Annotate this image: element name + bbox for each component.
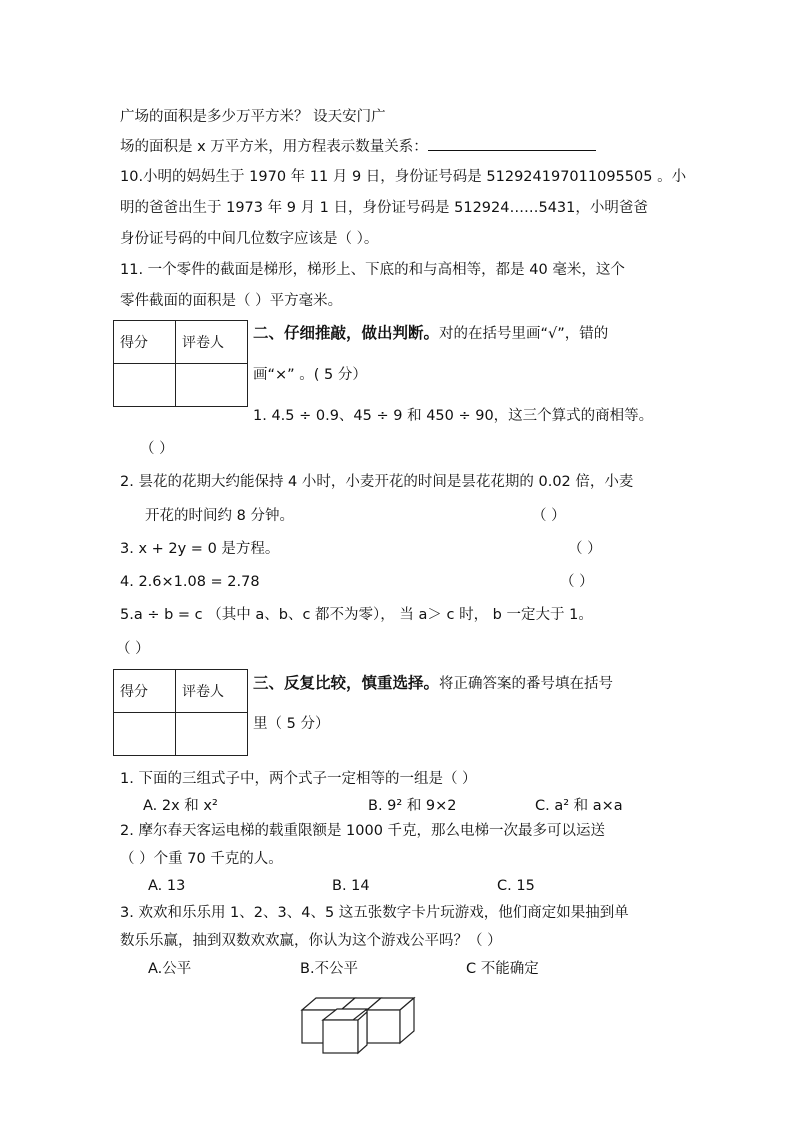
- choice-q2-option-c[interactable]: C. 15: [497, 878, 535, 894]
- judge-item-2-line2: 开花的时间约 8 分钟。: [145, 508, 294, 524]
- choice-q3-line1: 3. 欢欢和乐乐用 1、2、3、4、5 这五张数字卡片玩游戏，他们商定如果抽到单: [120, 905, 629, 921]
- choice-q2-option-b[interactable]: B. 14: [332, 878, 370, 894]
- judge-item-1: 1. 4.5 ÷ 0.9、45 ÷ 9 和 450 ÷ 90，这三个算式的商相等。: [253, 408, 654, 424]
- q11-line1: 11. 一个零件的截面是梯形，梯形上、下底的和与高相等，都是 40 毫米，这个: [120, 262, 625, 278]
- judge-item-4: 4. 2.6×1.08 = 2.78: [120, 574, 260, 590]
- q10-line2: 明的爸爸出生于 1973 年 9 月 1 日，身份证号码是 512924……5431，小明爸爸: [120, 200, 648, 216]
- section2-instruction: 对的在括号里画“√”，错的: [439, 326, 609, 342]
- judge-item-5-paren[interactable]: （ ）: [116, 641, 150, 657]
- choice-q2-line1: 2. 摩尔春天客运电梯的载重限额是 1000 千克，那么电梯一次最多可以运送: [120, 823, 606, 839]
- grader-cell[interactable]: [176, 364, 248, 407]
- section3-instruction-2: 里（ 5 分）: [253, 716, 330, 732]
- section2-title: 二、仔细推敲，做出判断。: [253, 324, 440, 342]
- choice-q1-option-b[interactable]: B. 9² 和 9×2: [368, 798, 457, 814]
- score-table-section2: [113, 320, 248, 407]
- choice-q1-option-a[interactable]: A. 2x 和 x²: [143, 798, 218, 814]
- cube-front-face: [323, 1020, 358, 1053]
- q10-line3: 身份证号码的中间几位数字应该是（ ）。: [120, 231, 379, 247]
- judge-item-3-paren[interactable]: （ ）: [568, 541, 602, 557]
- judge-item-2-paren[interactable]: （ ）: [532, 508, 566, 524]
- grader-label: 评卷人: [176, 321, 248, 364]
- grader-label: 评卷人: [176, 670, 248, 713]
- cube-figure: [298, 995, 420, 1057]
- judge-item-4-paren[interactable]: （ ）: [560, 574, 594, 590]
- score-table-section3: [113, 669, 248, 756]
- section2-header: [253, 322, 608, 345]
- section3-instruction: 将正确答案的番号填在括号: [439, 676, 614, 692]
- choice-q3-line2: 数乐乐赢，抽到双数欢欢赢，你认为这个游戏公平吗？（ ）: [120, 933, 502, 949]
- q11-line2: 零件截面的面积是（ ）平方毫米。: [120, 293, 343, 309]
- q9-line2: [120, 136, 596, 158]
- cube-side-face: [358, 1012, 367, 1053]
- judge-item-5: 5.a ÷ b = c （其中 a、b、c 都不为零）， 当 a＞ c 时， b 一定大于 1。: [120, 607, 593, 623]
- choice-q2-option-a[interactable]: A. 13: [148, 878, 186, 894]
- section3-title: 三、反复比较，慎重选择。: [253, 674, 440, 692]
- judge-item-2: 2. 昙花的花期大约能保持 4 小时，小麦开花的时间是昙花花期的 0.02 倍，小麦: [120, 474, 634, 490]
- score-cell[interactable]: [114, 364, 176, 407]
- choice-q1: 1. 下面的三组式子中，两个式子一定相等的一组是（ ）: [120, 771, 477, 787]
- section2-instruction-2: 画“×” 。( 5 分）: [253, 367, 367, 383]
- choice-q3-option-a[interactable]: A.公平: [148, 961, 192, 977]
- choice-q1-option-c[interactable]: C. a² 和 a×a: [535, 798, 623, 814]
- q10-line1: 10.小明的妈妈生于 1970 年 11 月 9 日，身份证号码是 512924197011095505 。小: [120, 169, 687, 185]
- score-cell[interactable]: [114, 713, 176, 756]
- score-label: 得分: [114, 321, 176, 364]
- q9-line1: 广场的面积是多少万平方米？ 设天安门广: [120, 109, 386, 125]
- choice-q3-option-c[interactable]: C 不能确定: [466, 961, 539, 977]
- section3-header: [253, 672, 613, 695]
- score-label: 得分: [114, 670, 176, 713]
- judge-item-1-paren[interactable]: （ ）: [140, 441, 174, 457]
- choice-q3-option-b[interactable]: B.不公平: [300, 961, 359, 977]
- answer-blank[interactable]: [428, 136, 596, 151]
- grader-cell[interactable]: [176, 713, 248, 756]
- cube-front-face: [367, 1010, 400, 1043]
- choice-q2-line2: （ ）个重 70 千克的人。: [120, 851, 283, 867]
- q9-line2-text: 场的面积是 x 万平方米，用方程表示数量关系：: [120, 139, 428, 155]
- judge-item-3: 3. x + 2y = 0 是方程。: [120, 541, 280, 557]
